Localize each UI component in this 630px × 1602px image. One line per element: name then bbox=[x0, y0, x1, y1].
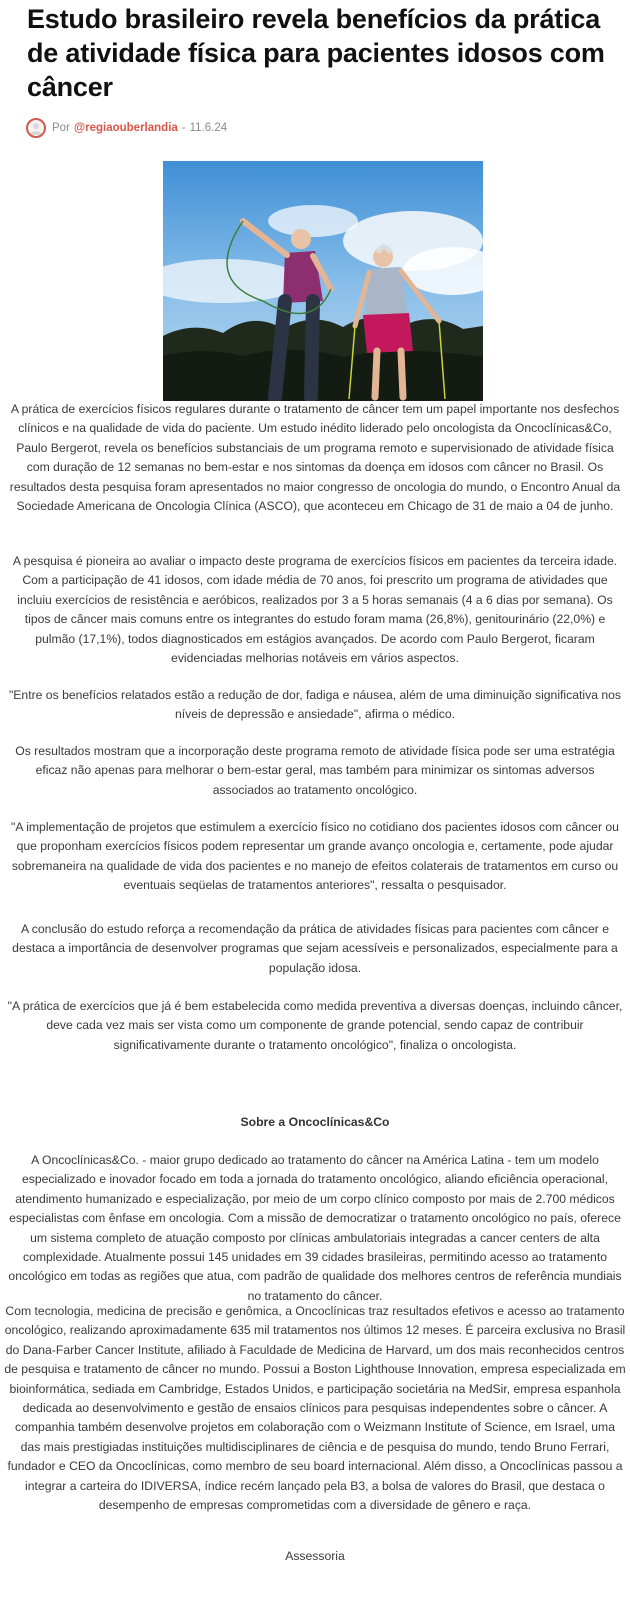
user-icon bbox=[28, 120, 44, 136]
article-paragraph: A pesquisa é pioneira ao avaliar o impacto deste programa de exercícios físicos em pacientes da terceira idade. Com a participação de 41 idosos, com idade média de 70 anos, foi prescrito um programa de atividades que incluiu exercícios de resistência e aeróbicos, realizados por 3 a 5 horas semanais (4 a 6 dias por semana). Os tipos de câncer mais comuns entre os integrantes do estudo foram mama (26,8%), genitourinário (22,0%) e pulmão (17,1%), todos diagnosticados em estágios avançados. De acordo com Paulo Bergerot, ficaram evidenciadas melhorias notáveis em vários aspectos. bbox=[12, 554, 618, 666]
article-quote: "A implementação de projetos que estimulem a exercício físico no cotidiano dos pacientes idosos com câncer ou que proponham exercícios físicos podem representar um grande avanço oncologia e, certamente, pode ajudar sobremaneira na qualidade de vida dos pacientes e no manejo de efeitos colaterais de tratamentos em curso ou eventuais seqüelas de tratamentos anteriores", ressalta o pesquisador. bbox=[11, 820, 619, 893]
article-quote: "Entre os benefícios relatados estão a redução de dor, fadiga e náusea, além de uma diminuição significativa nos níveis de depressão e ansiedade", afirma o médico. bbox=[8, 688, 622, 722]
about-paragraph: Com tecnologia, medicina de precisão e genômica, a Oncoclínicas traz resultados efetivos e acesso ao tratamento oncológico, realizando aproximadamente 635 mil tratamentos nos últimos 12 meses. É parceira exclusiva no Brasil do Dana-Farber Cancer Institute, afiliado à Faculdade de Medicina de Harvard, um dos mais reconhecidos centros de pesquisa e tratamento de câncer no mundo. Possui a Boston Lighthouse Innovation, empresa especializada em bioinformática, sediada em Cambridge, Estados Unidos, e participação societária na MedSir, empresa espanhola dedicada ao desenvolvimento e gestão de ensaios clínicos para pesquisas independentes sobre o câncer. A companhia também desenvolve projetos em colaboração com o Weizmann Institute of Science, em Israel, uma das mais prestigiadas instituições multidisciplinares de ciência e de pesquisa do mundo, tendo Bruno Ferrari, fundador e CEO da Oncoclínicas, como membro de seu board internacional. Além disso, a Oncoclínicas passou a integrar a carteira do IDIVERSA, índice recém lançado pela B3, a bolsa de valores do Brasil, que destaca o desempenho de empresas comprometidas com a diversidade de gênero e raça. bbox=[4, 1304, 626, 1513]
article-title: Estudo brasileiro revela benefícios da prática de atividade física para pacientes idosos com câncer bbox=[27, 4, 605, 102]
article-paragraph: A prática de exercícios físicos regulares durante o tratamento de câncer tem um papel importante nos desfechos clínicos e na qualidade de vida do paciente. Um estudo inédito liderado pelo oncologista da Oncoclínicas&Co, Paulo Bergerot, revela os benefícios substanciais de um programa remoto e supervisionado de atividade física com duração de 12 semanas no bem-estar e nos sintomas da doença em idosos com câncer no Brasil. Os resultados desta pesquisa foram apresentados no maior congresso de oncologia do mundo, o Encontro Anual da Sociedade Americana de Oncologia Clínica (ASCO), que aconteceu em Chicago de 31 de maio a 04 de junho. bbox=[9, 402, 621, 514]
article-quote: "A prática de exercícios que já é bem estabelecida como medida preventiva a diversas doenças, incluindo câncer, deve cada vez mais ser vista como um componente de grande potencial, sendo capaz de contribuir significativamente durante o tratamento oncológico", finaliza o oncologista. bbox=[7, 999, 623, 1052]
article-paragraph: Os resultados mostram que a incorporação deste programa remoto de atividade física pode ser uma estratégia eficaz não apenas para melhorar o bem-estar geral, mas também para minimizar os sintomas adversos associados ao tratamento oncológico. bbox=[15, 744, 615, 797]
hero-image bbox=[163, 161, 483, 401]
byline-prefix: Por bbox=[52, 122, 70, 134]
author-avatar[interactable] bbox=[26, 118, 46, 138]
date-separator: - bbox=[181, 122, 186, 134]
article-paragraph: A conclusão do estudo reforça a recomendação da prática de atividades físicas para pacientes com câncer e destaca a importância de desenvolver programas que sejam acessíveis e personalizados, especialmente para a população idosa. bbox=[12, 922, 618, 975]
about-footer: Assessoria bbox=[285, 1549, 345, 1563]
about-heading: Sobre a Oncoclínicas&Co bbox=[240, 1115, 390, 1129]
article-byline bbox=[26, 116, 227, 140]
about-paragraph: A Oncoclínicas&Co. - maior grupo dedicado ao tratamento do câncer na América Latina - tem um modelo especializado e inovador focado em toda a jornada do tratamento oncológico, aliando eficiência operacional, atendimento humanizado e especialização, por meio de um corpo clínico composto por mais de 2.700 médicos especialistas com ênfase em oncologia. Com a missão de democratizar o tratamento oncológico no país, oferece um sistema completo de atuação composto por clínicas ambulatoriais integradas a cancer centers de alta complexidade. Atualmente possui 145 unidades em 39 cidades brasileiras, permitindo acesso ao tratamento oncológico em todas as regiões que atua, com padrão de qualidade dos melhores centros de referência mundiais no tratamento do câncer. bbox=[8, 1153, 622, 1303]
publish-date: 11.6.24 bbox=[189, 122, 228, 134]
hero-photo-illustration bbox=[163, 161, 483, 401]
author-link[interactable]: @regiaouberlandia bbox=[73, 122, 178, 134]
